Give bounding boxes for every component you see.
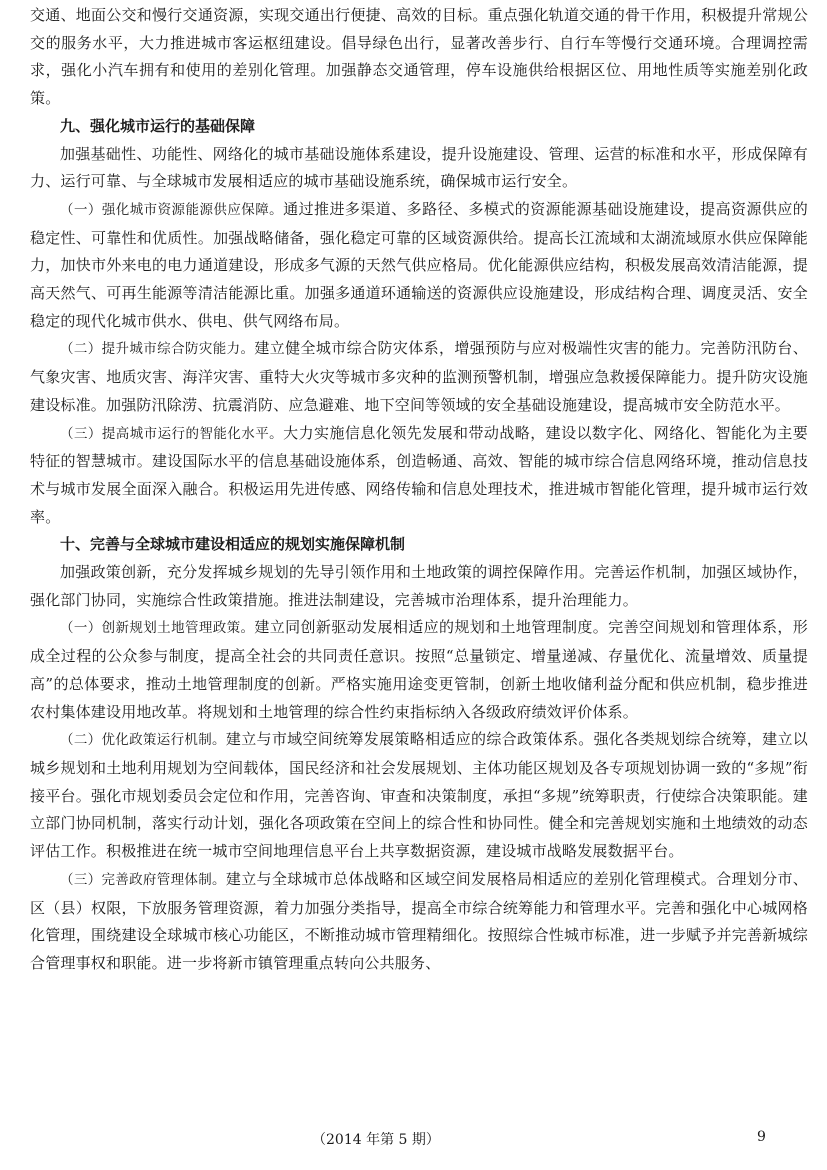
paragraph-policy-mechanism [30,726,808,866]
subheading-policy-mechanism: （二）优化政策运行机制。 [60,732,226,749]
paragraph-disaster-prevention-body: 建立健全城市综合防灾体系，增强预防与应对极端性灾害的能力。完善防汛防台、气象灾害、地质灾害、海洋灾害、重特大火灾等城市多灾种的监测预警机制，增强应急救援保障能力。提升防灾设施建设标准。加强防汛除涝、抗震消防、应急避难、地下空间等领域的安全基础设施建设，提高城市安全防范水平。 [30,339,808,414]
paragraph-disaster-prevention [30,335,808,419]
subheading-resource-supply: （一）强化城市资源能源供应保障。 [60,201,284,218]
paragraph-policy-intro: 加强政策创新，充分发挥城乡规划的先导引领作用和土地政策的调控保障作用。完善运作机制，加强区域协作，强化部门协同，实施综合性政策措施。推进法制建设，完善城市治理体系，提升治理能力。 [30,563,808,609]
issue-label: （2014 年第 5 期） [312,1132,440,1148]
paragraph-infrastructure-intro: 加强基础性、功能性、网络化的城市基础设施体系建设，提升设施建设、管理、运营的标准和水平，形成保障有力、运行可靠、与全球城市发展相适应的城市基础设施系统，确保城市运行安全。 [30,144,808,191]
section-heading-10: 十、完善与全球城市建设相适应的规划实施保障机制 [60,535,406,554]
paragraph-smart-city-body: 大力实施信息化领先发展和带动战略，建设以数字化、网络化、智能化为主要特征的智慧城市。建设国际水平的信息基础设施体系，创造畅通、高效、智能的城市综合信息网络环境，推动信息技术与城市发展全面深入融合。积极运用先进传感、网络传输和信息处理技术，推进城市智能化管理，提升城市运行效率。 [30,423,808,526]
paragraph-government-management-body: 建立与全球城市总体战略和区域空间发展格局相适应的差别化管理模式。合理划分市、区（县）权限，下放服务管理资源，着力加强分类指导，提高全市综合统筹能力和管理水平。完善和强化中心城网格化管理，围绕建设全球城市核心功能区，不断推动城市管理精细化。按照综合性城市标准，进一步赋予并完善新城综合管理事权和职能。进一步将新市镇管理重点转向公共服务、 [30,869,808,972]
paragraph-government-management [30,866,808,978]
paragraph-resource-supply [30,196,808,336]
subheading-disaster-prevention: （二）提升城市综合防灾能力。 [60,341,255,358]
document-page [30,2,808,978]
paragraph-smart-city [30,420,808,532]
paragraph-policy-mechanism-body: 建立与市域空间统筹发展策略相适应的综合政策体系。强化各类规划综合统筹，建立以城乡规划和土地利用规划为空间载体，国民经济和社会发展规划、主体功能区规划及各专项规划协调一致的“多规”衔接平台。强化市规划委员会定位和作用，完善咨询、审查和决策制度，承担“多规”统筹职责，行使综合决策职能。建立部门协同机制，落实行动计划，强化各项政策在空间上的综合性和协同性。健全和完善规划实施和土地绩效的动态评估工作。积极推进在统一城市空间地理信息平台上共享数据资源，建设城市战略发展数据平台。 [30,730,808,861]
paragraph-transport: 交通、地面公交和慢行交通资源，实现交通出行便捷、高效的目标。重点强化轨道交通的骨干作用，积极提升常规公交的服务水平，大力推进城市客运枢纽建设。倡导绿色出行，显著改善步行、自行车等慢行交通环境。合理调控需求，强化小汽车拥有和使用的差别化管理。加强静态交通管理，停车设施供给根据区位、用地性质等实施差别化政策。 [30,6,808,108]
paragraph-land-policy [30,614,808,726]
subheading-smart-city: （三）提高城市运行的智能化水平。 [60,425,284,442]
section-heading-9: 九、强化城市运行的基础保障 [60,116,256,135]
subheading-land-policy: （一）创新规划土地管理政策。 [60,620,255,637]
paragraph-land-policy-body: 建立同创新驱动发展相适应的规划和土地管理制度。完善空间规划和管理体系，形成全过程的公众参与制度，提高全社会的共同责任意识。按照“总量锁定、增量递减、存量优化、流量增效、质量提高”的总体要求，推动土地管理制度的创新。严格实施用途变更管制，创新土地收储利益分配和供应机制，稳步推进农村集体建设用地改革。将规划和土地管理的综合性约束指标纳入各级政府绩效评价体系。 [30,618,808,721]
page-footer [0,1129,827,1153]
page-number: 9 [757,1129,766,1145]
paragraph-resource-supply-body: 通过推进多渠道、多路径、多模式的资源能源基础设施建设，提高资源供应的稳定性、可靠性和优质性。加强战略储备，强化稳定可靠的区域资源供给。提高长江流域和太湖流域原水供应保障能力，加快市外来电的电力通道建设，形成多气源的天然气供应格局。优化能源供应结构，积极发展高效清洁能源，提高天然气、可再生能源等清洁能源比重。加强多通道环通输送的资源供应设施建设，形成结构合理、调度灵活、安全稳定的现代化城市供水、供电、供气网络布局。 [30,199,808,330]
subheading-government-management: （三）完善政府管理体制。 [60,871,226,888]
